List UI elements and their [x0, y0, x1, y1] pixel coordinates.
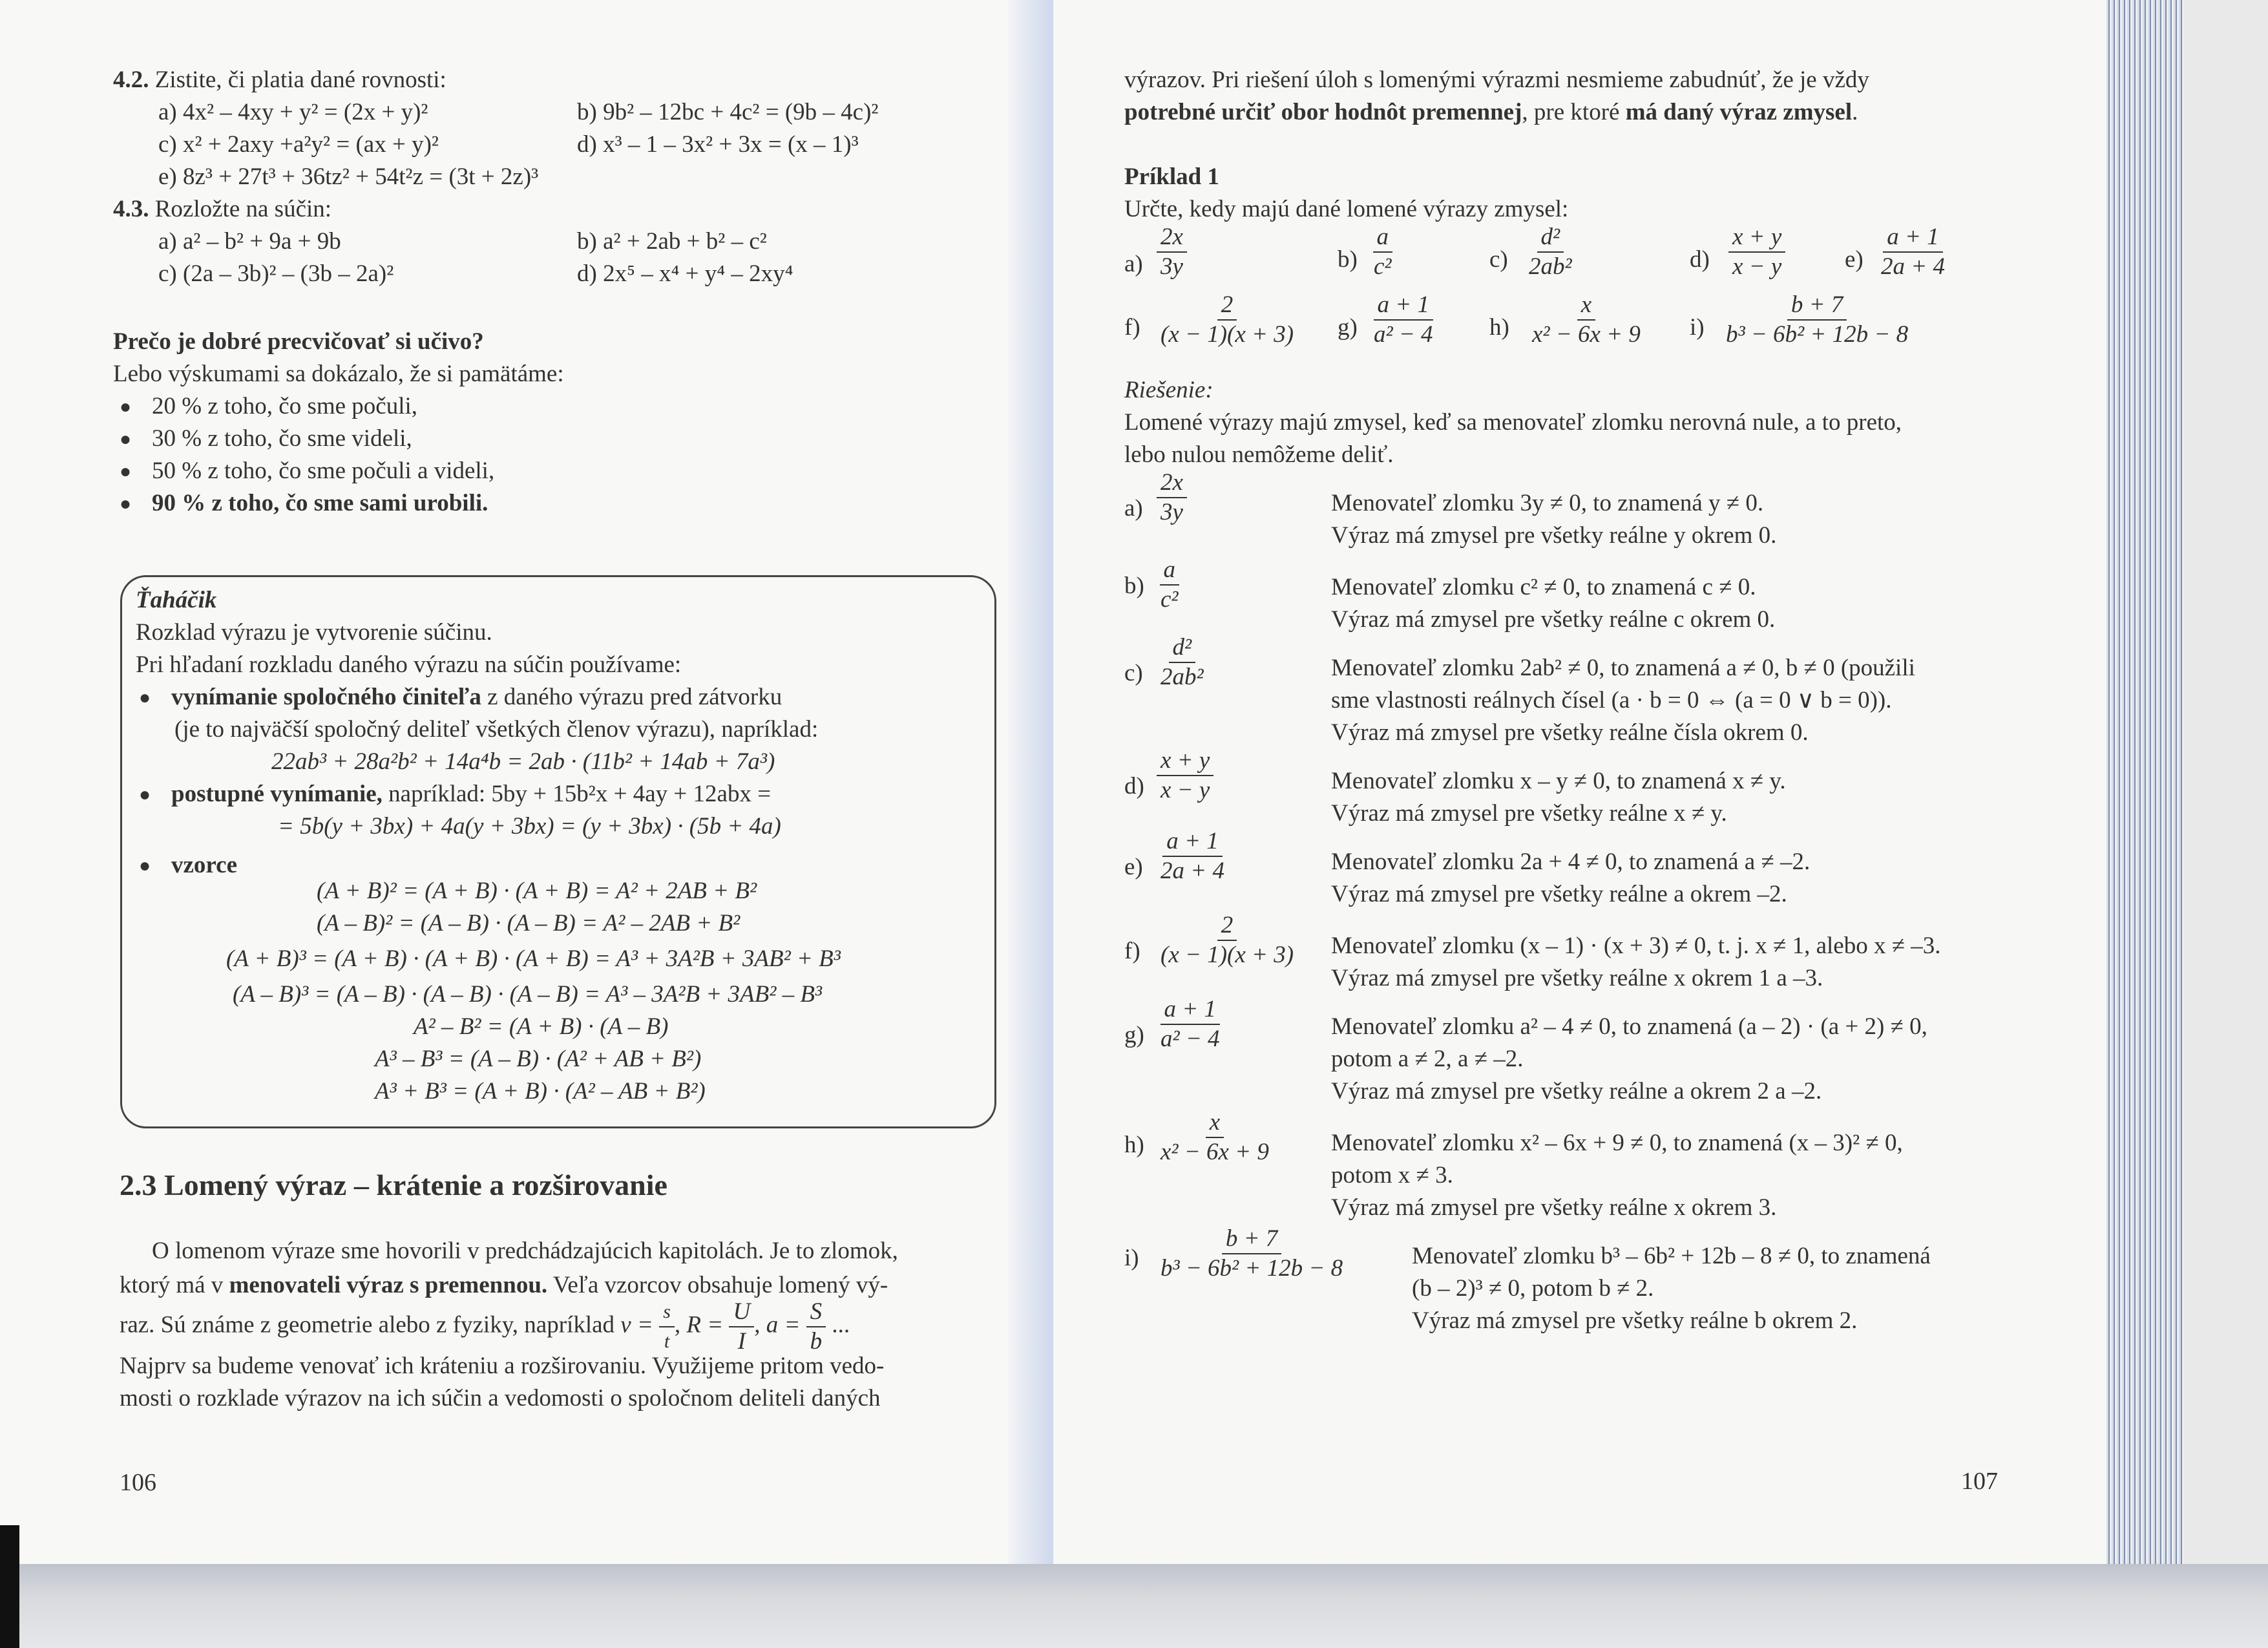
- formula: A² – B² = (A + B) · (A – B): [414, 1013, 669, 1040]
- item-label: a): [1124, 495, 1143, 522]
- numerator: S: [806, 1298, 826, 1327]
- numerator: a + 1: [1883, 223, 1942, 253]
- list-item: 30 % z toho, čo sme videli,: [152, 425, 412, 452]
- example-task: Určte, kedy majú dané lomené výrazy zmysel:: [1124, 196, 1569, 222]
- denominator: b³ − 6b² + 12b − 8: [1726, 321, 1909, 348]
- fraction-c: [1525, 223, 1576, 281]
- denominator: x − y: [1732, 253, 1782, 280]
- solution-line: Výraz má zmysel pre všetky reálne y okrem 0.: [1331, 522, 1777, 549]
- why-intro: Lebo výskumami sa dokázalo, že si pamätáme:: [113, 361, 564, 387]
- numerator: 2x: [1157, 469, 1187, 498]
- fraction-b: [1370, 223, 1396, 281]
- bullet-text: z daného výrazu pred zátvorku: [481, 684, 782, 710]
- solution-line: Menovateľ zlomku 3y ≠ 0, to znamená y ≠ 0.: [1331, 490, 1764, 516]
- section-title: 2.3 Lomený výraz – krátenie a rozširovanie: [120, 1168, 667, 1201]
- why-heading: Prečo je dobré precvičovať si učivo?: [113, 328, 484, 355]
- item-label: h): [1124, 1132, 1144, 1158]
- formula: (A – B)³ = (A – B) · (A – B) · (A – B) = A³ – 3A²B + 3AB² – B³: [233, 981, 823, 1008]
- numerator: x: [1206, 1108, 1224, 1138]
- numerator: b + 7: [1222, 1225, 1281, 1254]
- tahacik-text: Rozklad výrazu je vytvorenie súčinu.: [136, 619, 492, 646]
- numerator: a + 1: [1160, 995, 1220, 1025]
- denominator: (x − 1)(x + 3): [1160, 321, 1294, 348]
- page-number: 107: [1961, 1468, 1998, 1495]
- bullet-text: napríklad: 5by + 15b²x + 4ay + 12abx =: [382, 781, 772, 807]
- exercise-item: c) (2a – 3b)² – (3b – 2a)²: [158, 260, 394, 287]
- paragraph-line: Lomené výrazy majú zmysel, keď sa menovateľ zlomku nerovná nule, a to preto,: [1124, 409, 1902, 436]
- formula: , R =: [674, 1311, 724, 1338]
- formula: = 5b(y + 3bx) + 4a(y + 3bx) = (y + 3bx) · (5b + 4a): [278, 813, 781, 840]
- fraction: [729, 1298, 754, 1356]
- solution-line: Výraz má zmysel pre všetky reálne x okrem 3.: [1331, 1194, 1777, 1221]
- numerator: a + 1: [1374, 291, 1433, 321]
- numerator: a: [1160, 556, 1180, 586]
- formula: (A – B)² = (A – B) · (A – B) = A² – 2AB + B²: [317, 910, 740, 936]
- bold-term: vynímanie spoločného činiteľa: [171, 684, 481, 710]
- item-label: g): [1124, 1022, 1144, 1048]
- text: Veľa vzorcov obsahuje lomený vý-: [547, 1272, 888, 1298]
- solution-fraction: [1157, 827, 1228, 885]
- exercise-text: Rozložte na súčin:: [154, 196, 332, 222]
- exercise-number: 4.2.: [113, 67, 149, 93]
- solution-label: Riešenie:: [1124, 377, 1213, 403]
- left-page: [0, 0, 1053, 1564]
- numerator: 2x: [1157, 223, 1187, 253]
- formula: (A + B)² = (A + B) · (A + B) = A² + 2AB + B²: [317, 878, 757, 904]
- item-label: f): [1124, 314, 1140, 341]
- numerator: x + y: [1157, 746, 1213, 776]
- paragraph-line: [120, 1298, 850, 1356]
- exercise-item: b) a² + 2ab + b² – c²: [577, 228, 767, 255]
- exercise-item: e) 8z³ + 27t³ + 36tz² + 54t²z = (3t + 2z)³: [158, 164, 539, 190]
- paragraph-line: mosti o rozklade výrazov na ich súčin a vedomosti o spoločnom deliteli daných: [120, 1385, 881, 1411]
- denominator: 2ab²: [1529, 253, 1572, 280]
- example-heading: Príklad 1: [1124, 164, 1219, 190]
- denominator: (x − 1)(x + 3): [1160, 942, 1294, 968]
- numerator: a + 1: [1162, 827, 1222, 857]
- denominator: c²: [1374, 253, 1392, 280]
- exercise-4-3: [113, 194, 331, 225]
- denominator: x − y: [1160, 777, 1210, 803]
- fraction: [806, 1298, 826, 1356]
- exercise-number: 4.3.: [113, 196, 149, 222]
- text: ...: [826, 1311, 850, 1338]
- solution-line: Výraz má zmysel pre všetky reálne b okrem 2.: [1412, 1307, 1858, 1334]
- denominator: b³ − 6b² + 12b − 8: [1160, 1255, 1343, 1282]
- item-label: a): [1124, 251, 1143, 277]
- bullet-icon: ●: [139, 784, 151, 805]
- solution-line: Výraz má zmysel pre všetky reálne x okrem 1 a –3.: [1331, 965, 1823, 991]
- right-page: [1053, 0, 2119, 1564]
- solution-line: Výraz má zmysel pre všetky reálne a okrem –2.: [1331, 881, 1787, 907]
- denominator: a² − 4: [1160, 1026, 1220, 1052]
- solution-line: sme vlastnosti reálnych čísel (a · b = 0 ⇔ (a = 0 ∨ b = 0)).: [1331, 687, 1892, 713]
- item-label: g): [1338, 314, 1358, 341]
- item-label: f): [1124, 938, 1140, 964]
- paragraph-line: [120, 1270, 888, 1301]
- solution-line: Menovateľ zlomku 2ab² ≠ 0, to znamená a ≠ 0, b ≠ 0 (použili: [1331, 655, 1915, 681]
- solution-line: potom a ≠ 2, a ≠ –2.: [1331, 1046, 1524, 1072]
- denominator: 2a + 4: [1160, 858, 1224, 884]
- item-label: c): [1489, 246, 1508, 273]
- list-item: 90 % z toho, čo sme sami urobili.: [152, 490, 488, 516]
- bullet-icon: ●: [139, 687, 151, 708]
- denominator: c²: [1160, 586, 1179, 613]
- item-label: b): [1338, 246, 1358, 273]
- paragraph-line: O lomenom výraze sme hovorili v predchádzajúcich kapitolách. Je to zlomok,: [152, 1238, 898, 1264]
- solution-fraction: [1157, 746, 1213, 805]
- numerator: 2: [1217, 291, 1237, 321]
- item-label: b): [1124, 573, 1144, 599]
- item-label: e): [1845, 246, 1864, 273]
- bullet-icon: ●: [120, 428, 132, 450]
- denominator: t: [664, 1331, 670, 1352]
- denominator: 2a + 4: [1881, 253, 1945, 280]
- tahacik-bullet: [171, 682, 782, 713]
- solution-fraction: [1157, 995, 1224, 1053]
- numerator: a: [1373, 223, 1393, 253]
- solution-fraction: [1157, 911, 1297, 969]
- fraction-f: [1157, 291, 1297, 349]
- tahacik-text: Pri hľadaní rozkladu daného výrazu na súčin používame:: [136, 651, 682, 678]
- text: , pre ktoré: [1522, 99, 1626, 125]
- list-item: 50 % z toho, čo sme počuli a videli,: [152, 458, 495, 484]
- numerator: d²: [1169, 633, 1196, 663]
- scan-corner: [0, 1525, 19, 1648]
- numerator: 2: [1217, 911, 1237, 941]
- denominator: b: [810, 1328, 823, 1355]
- fraction-d: [1728, 223, 1785, 281]
- solution-line: Menovateľ zlomku c² ≠ 0, to znamená c ≠ 0.: [1331, 574, 1756, 600]
- formula: 22ab³ + 28a²b² + 14a⁴b = 2ab · (11b² + 14ab + 7a³): [271, 748, 775, 775]
- item-label: e): [1124, 854, 1143, 880]
- bold-term: vzorce: [171, 852, 238, 878]
- solution-fraction: [1157, 633, 1208, 692]
- paragraph-line: Najprv sa budeme venovať ich kráteniu a rozširovaniu. Využijeme pritom vedo-: [120, 1353, 885, 1379]
- fraction-h: [1528, 291, 1644, 349]
- solution-line: Menovateľ zlomku b³ – 6b² + 12b – 8 ≠ 0, to znamená: [1412, 1243, 1931, 1269]
- denominator: x² − 6x + 9: [1160, 1139, 1269, 1165]
- fraction-g: [1370, 291, 1437, 349]
- paragraph-line: lebo nulou nemôžeme deliť.: [1124, 441, 1394, 468]
- bullet-icon: ●: [120, 461, 132, 482]
- fraction-e: [1877, 223, 1949, 281]
- formula: , a =: [754, 1311, 801, 1338]
- solution-line: Menovateľ zlomku (x – 1) · (x + 3) ≠ 0, t. j. x ≠ 1, alebo x ≠ –3.: [1331, 933, 1941, 959]
- exercise-4-2: [113, 65, 446, 96]
- item-label: c): [1124, 660, 1143, 686]
- exercise-item: b) 9b² – 12bc + 4c² = (9b – 4c)²: [577, 99, 879, 125]
- solution-fraction: [1157, 556, 1182, 614]
- numerator: s: [659, 1298, 675, 1327]
- solution-line: (b – 2)³ ≠ 0, potom b ≠ 2.: [1412, 1275, 1654, 1302]
- item-label: d): [1690, 246, 1710, 273]
- tahacik-title: Ťaháčik: [136, 587, 217, 613]
- denominator: I: [737, 1328, 746, 1355]
- solution-fraction: [1157, 469, 1187, 527]
- bold-term: potrebné určiť obor hodnôt premennej: [1124, 99, 1522, 125]
- fraction-a: [1157, 223, 1187, 281]
- exercise-item: a) 4x² – 4xy + y² = (2x + y)²: [158, 99, 428, 125]
- numerator: x: [1577, 291, 1595, 321]
- exercise-item: d) x³ – 1 – 3x² + 3x = (x – 1)³: [577, 131, 859, 158]
- solution-line: Výraz má zmysel pre všetky reálne c okrem 0.: [1331, 606, 1776, 633]
- bullet-icon: ●: [120, 396, 132, 417]
- bold-term: menovateli výraz s premennou.: [229, 1272, 548, 1298]
- item-label: i): [1690, 314, 1705, 341]
- denominator: 3y: [1160, 253, 1183, 280]
- solution-line: Výraz má zmysel pre všetky reálne x ≠ y.: [1331, 800, 1727, 827]
- solution-line: potom x ≠ 3.: [1331, 1162, 1453, 1188]
- paragraph-line: [1124, 97, 1858, 128]
- bullet-icon: ●: [139, 855, 151, 876]
- tahacik-text: (je to najväčší spoločný deliteľ všetkých členov výrazu), napríklad:: [174, 716, 819, 743]
- exercise-text: Zistite, či platia dané rovnosti:: [154, 67, 446, 93]
- item-label: h): [1489, 314, 1509, 341]
- bullet-icon: ●: [120, 493, 132, 514]
- exercise-item: a) a² – b² + 9a + 9b: [158, 228, 341, 255]
- scan-bottom-shadow: [0, 1564, 2268, 1648]
- solution-line: Menovateľ zlomku x² – 6x + 9 ≠ 0, to znamená (x – 3)² ≠ 0,: [1331, 1130, 1903, 1156]
- numerator: x + y: [1728, 223, 1785, 253]
- numerator: d²: [1537, 223, 1564, 253]
- paragraph-line: výrazov. Pri riešení úloh s lomenými výrazmi nesmieme zabudnúť, že je vždy: [1124, 67, 1869, 93]
- page-number: 106: [120, 1469, 156, 1496]
- solution-line: Menovateľ zlomku 2a + 4 ≠ 0, to znamená a ≠ –2.: [1331, 849, 1811, 875]
- item-label: d): [1124, 773, 1144, 799]
- numerator: U: [729, 1298, 754, 1327]
- exercise-item: d) 2x⁵ – x⁴ + y⁴ – 2xy⁴: [577, 260, 793, 287]
- bold-term: má daný výraz zmysel: [1625, 99, 1853, 125]
- item-label: i): [1124, 1245, 1139, 1271]
- tahacik-bullet: [171, 779, 771, 810]
- formula: (A + B)³ = (A + B) · (A + B) · (A + B) = A³ + 3A²B + 3AB² + B³: [226, 945, 841, 972]
- solution-line: Výraz má zmysel pre všetky reálne čísla okrem 0.: [1331, 719, 1809, 746]
- denominator: a² − 4: [1374, 321, 1433, 348]
- text: ktorý má v: [120, 1272, 229, 1298]
- formula: A³ + B³ = (A + B) · (A² – AB + B²): [375, 1078, 706, 1104]
- formula: A³ – B³ = (A – B) · (A² + AB + B²): [375, 1046, 702, 1072]
- solution-fraction: [1157, 1108, 1273, 1167]
- exercise-item: c) x² + 2axy +a²y² = (ax + y)²: [158, 131, 439, 158]
- denominator: 3y: [1160, 499, 1183, 525]
- fraction-i: [1722, 291, 1912, 349]
- text: .: [1852, 99, 1858, 125]
- solution-line: Menovateľ zlomku x – y ≠ 0, to znamená x ≠ y.: [1331, 768, 1786, 794]
- solution-line: Menovateľ zlomku a² – 4 ≠ 0, to znamená (a – 2) · (a + 2) ≠ 0,: [1331, 1013, 1927, 1040]
- text: raz. Sú známe z geometrie alebo z fyziky, napríklad: [120, 1311, 621, 1338]
- book-page-edges: [2106, 0, 2184, 1603]
- solution-line: Výraz má zmysel pre všetky reálne a okrem 2 a –2.: [1331, 1078, 1822, 1104]
- bold-term: postupné vynímanie,: [171, 781, 383, 807]
- solution-fraction: [1157, 1225, 1347, 1283]
- denominator: 2ab²: [1160, 664, 1204, 690]
- list-item: 20 % z toho, čo sme počuli,: [152, 393, 418, 419]
- formula: v =: [620, 1311, 653, 1338]
- fraction: [659, 1298, 675, 1356]
- denominator: x² − 6x + 9: [1532, 321, 1641, 348]
- numerator: b + 7: [1787, 291, 1847, 321]
